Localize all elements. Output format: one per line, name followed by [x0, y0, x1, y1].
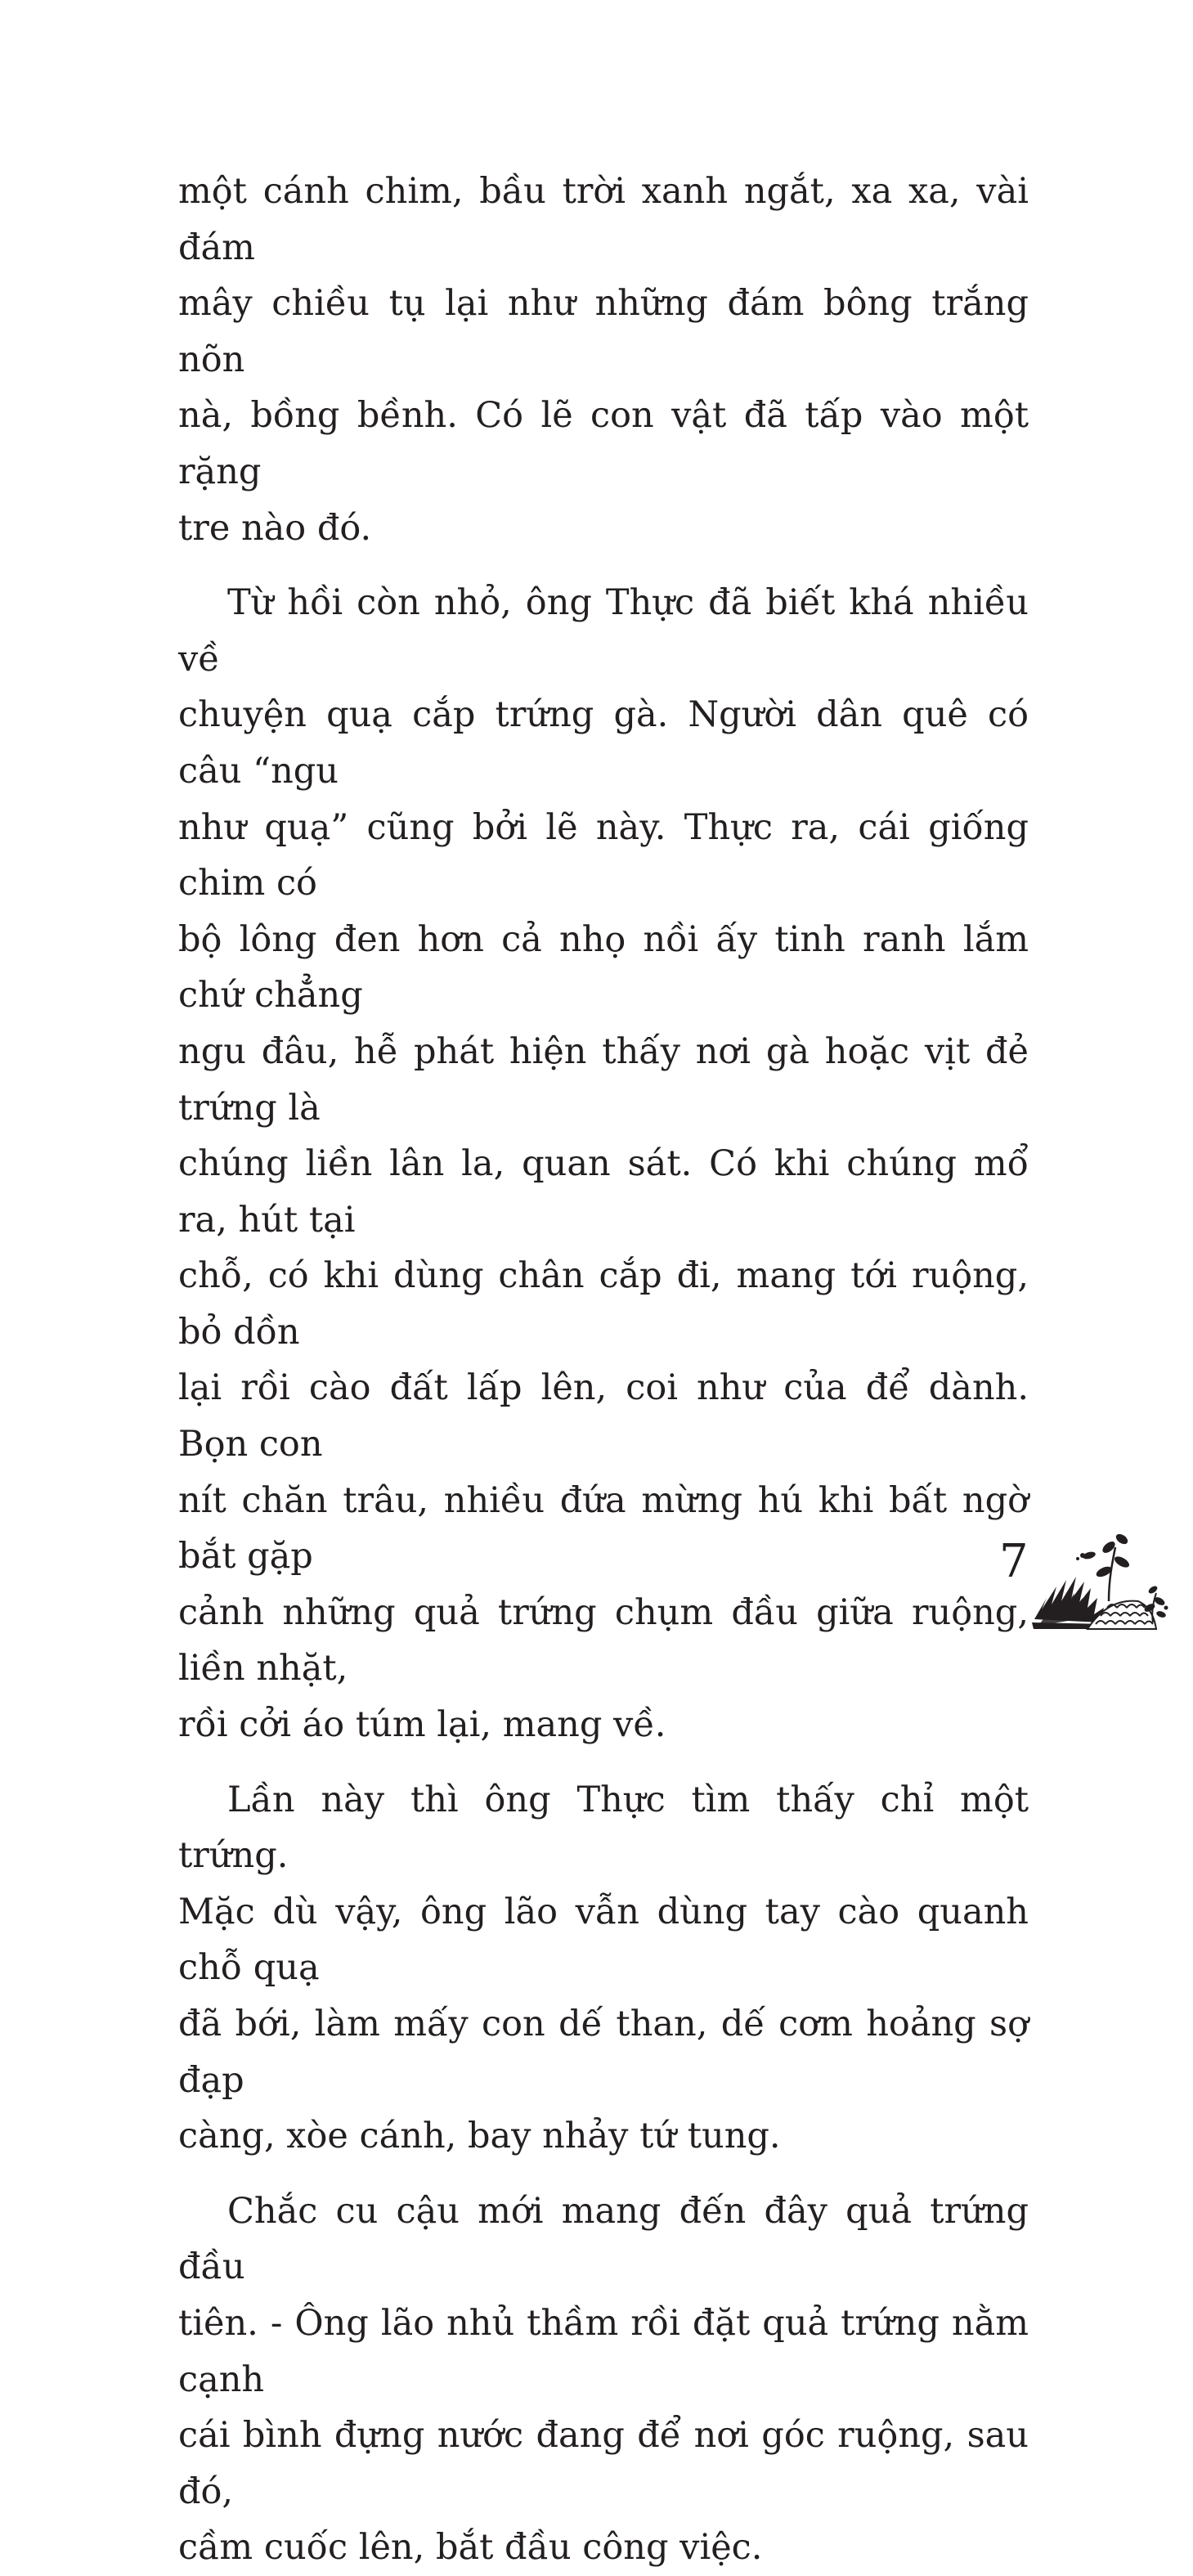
page-number: 7 [999, 1535, 1029, 1588]
paragraph-3: Lần này thì ông Thực tìm thấy chỉ một trứng. Mặc dù vậy, ông lão vẫn dùng tay cào quanh chỗ quạ đã bới, làm mấy con dế than, dế cơm hoảng sợ đạp càng, xòe cánh, bay nhảy tứ tung. [178, 1779, 1029, 2157]
plant-bush-ornament-icon [1030, 1523, 1169, 1637]
paragraph-4: Chắc cu cậu mới mang đến đây quả trứng đầu tiên. - Ông lão nhủ thầm rồi đặt quả trứng nằm cạnh cái bình đựng nước đang để nơi góc ruộng, sau đó, cầm cuốc lên, bắt đầu công việc. [178, 2190, 1029, 2569]
paragraph-1: một cánh chim, bầu trời xanh ngắt, xa xa, vài đám mây chiều tụ lại như những đám bông trắng nõn nà, bồng bềnh. Có lẽ con vật đã tấp vào một rặng tre nào đó. [178, 171, 1029, 549]
body-text [178, 164, 1029, 2576]
paragraph-2: Từ hồi còn nhỏ, ông Thực đã biết khá nhiều về chuyện quạ cắp trứng gà. Người dân quê có câu “ngu như quạ” cũng bởi lẽ này. Thực ra, cái giống chim có bộ lông đen hơn cả nhọ nồi ấy tinh ranh lắm chứ chẳng ngu đâu, hễ phát hiện thấy nơi gà hoặc vịt đẻ trứng là chúng liền lân la, quan sát. Có khi chúng mổ ra, hút tại chỗ, có khi dùng chân cắp đi, mang tới ruộng, bỏ dồn lại rồi cào đất lấp lên, coi như của để dành. Bọn con nít chăn trâu, nhiều đứa mừng hú khi bất ngờ bắt gặp cảnh những quả trứng chụm đầu giữa ruộng, liền nhặt, rồi cởi áo túm lại, mang về. [178, 582, 1029, 1746]
